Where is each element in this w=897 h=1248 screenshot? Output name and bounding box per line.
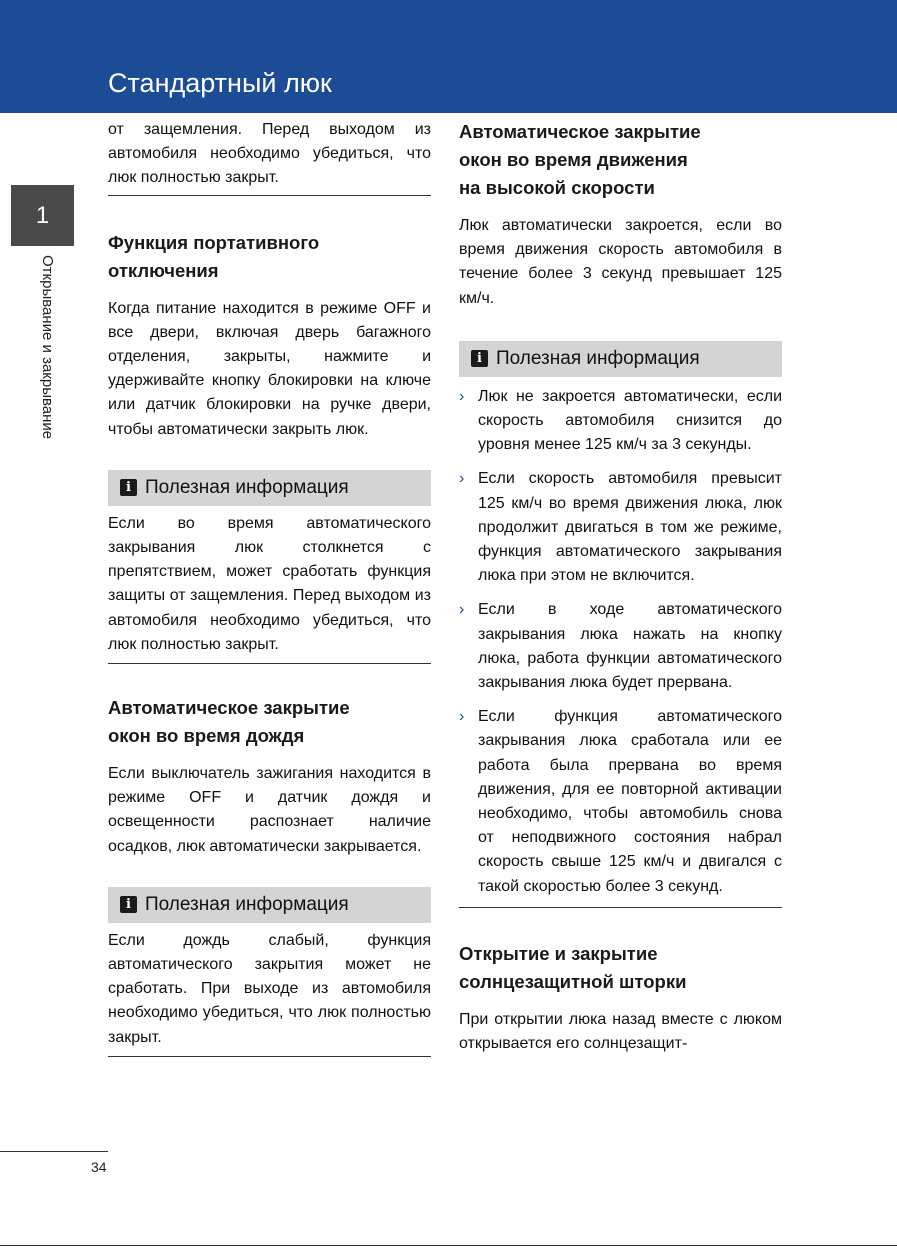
info-box [108,506,431,664]
continued-block [108,118,431,196]
chapter-number: 1 [11,185,74,246]
continued-text: от защемления. Перед выходом из автомобиля необходимо убедиться, что люк полностью закрыт. [108,121,431,187]
section-title: Автоматическое закрытие окон во время движения на высокой скорости [459,121,701,198]
info-icon: i [120,896,137,913]
chapter-tab [38,255,58,455]
info-box-header [108,887,431,923]
info-label: Полезная информация [145,476,349,498]
list-item: › Если в ходе автоматического закрывания люка нажать на кнопку люка, работа функции автоматического закрывания люка будет прервана. [459,598,782,695]
chevron-right-icon: › [459,470,465,488]
section-sunshade [459,940,782,1056]
info-bullet-list [459,385,782,899]
list-item: › Если скорость автомобиля превысит 125 км/ч во время движения люка, люк продолжит двигаться в том же режиме, функция автоматического закрывания люка при этом не включится. [459,467,782,588]
left-column [108,118,431,1057]
list-item: › Если функция автоматического закрывания люка сработала или ее работа была прервана во время движения, для ее повторной активации необходимо, чтобы автомобиль снова от неподвижного состояния набрал скорость свыше 125 км/ч и двигался с такой скоростью более 3 секунд. [459,705,782,899]
list-item: › Люк не закроется автоматически, если скорость автомобиля снизится до уровня менее 125 км/ч за 3 секунды. [459,385,782,458]
info-icon: i [471,350,488,367]
section-text: Люк автоматически закроется, если во время движения скорость автомобиля в течение более 3 секунд превышает 125 км/ч. [459,217,782,307]
info-label: Полезная информация [496,347,700,369]
page-title: Стандартный люк [108,68,332,98]
section-text: Когда питание находится в режиме OFF и все двери, включая дверь багажного отделения, закрыты, нажмите и удерживайте кнопку блокировки на ключе или датчик блокировки на ручке двери, чтобы автоматически закрыть люк. [108,299,431,438]
info-box-header [108,470,431,506]
page-number: 34 [91,1159,107,1175]
section-high-speed-close [459,118,782,908]
footer-divider [0,1151,108,1152]
section-title: Функция портативного отключения [108,231,320,281]
chapter-label: Открывание и закрывание [39,255,56,440]
info-label: Полезная информация [145,893,349,915]
info-box [108,923,431,1057]
section-rain-close [108,694,431,1057]
section-text: Если выключатель зажигания находится в режиме OFF и датчик дождя и освещенности распознает наличие осадков, люк автоматически закрывается. [108,765,431,855]
info-text: Если дождь слабый, функция автоматического закрытия может не сработать. При выходе из автомобиля необходимо убедиться, что люк полностью закрыт. [108,931,431,1046]
section-title: Автоматическое закрытие окон во время дождя [108,697,350,747]
chevron-right-icon: › [459,708,465,726]
right-column [459,118,782,1056]
info-box-header [459,341,782,377]
section-text: При открытии люка назад вместе с люком открывается его солнцезащит- [459,1010,782,1053]
section-portable-off [108,229,431,664]
chevron-right-icon: › [459,601,465,619]
info-box [459,377,782,908]
bottom-border [0,1245,897,1246]
info-icon: i [120,479,137,496]
page-header [0,0,897,113]
chevron-right-icon: › [459,387,465,405]
info-text: Если во время автоматического закрывания люк столкнется с препятствием, может сработать функция защиты от защемления. Перед выходом из автомобиля необходимо убедиться, что люк полностью закрыт. [108,514,431,653]
section-title: Открытие и закрытие солнцезащитной шторки [459,942,687,992]
